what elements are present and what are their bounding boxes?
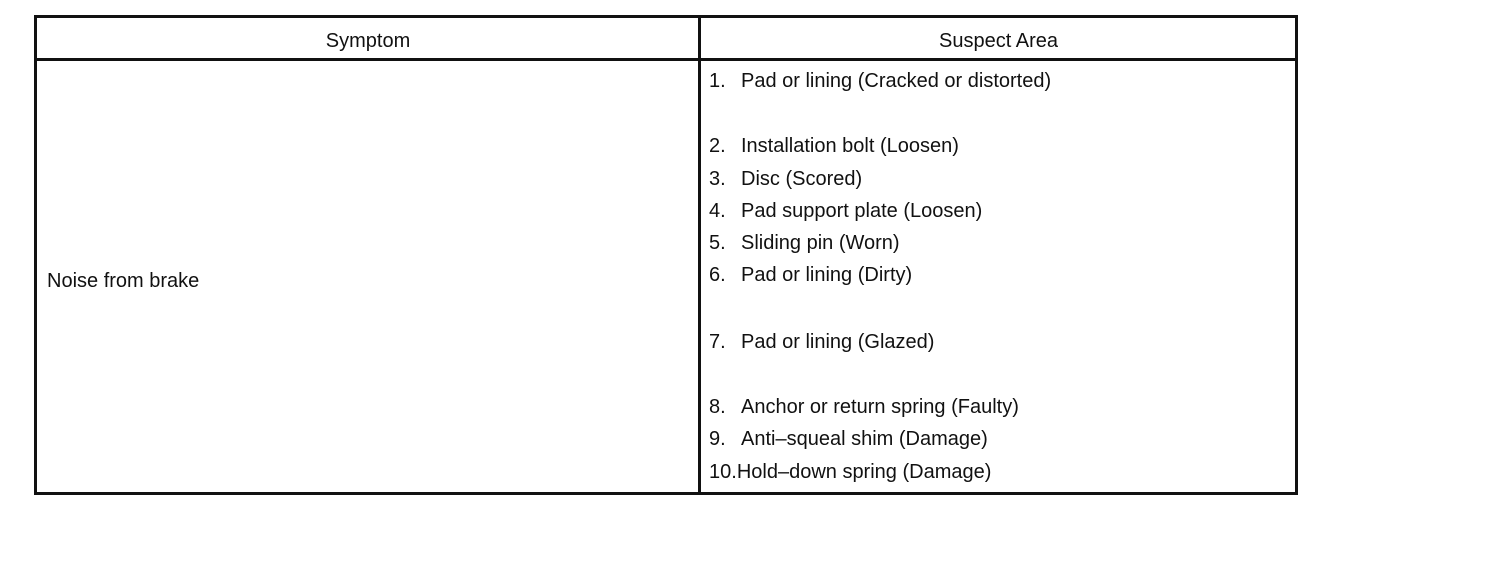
suspect-area-item	[709, 461, 991, 484]
item-number: 5.	[709, 232, 726, 254]
item-number: 10.	[709, 461, 737, 483]
symptom-cell: Noise from brake	[47, 270, 200, 292]
item-text: Anchor or return spring (Faulty)	[741, 396, 1019, 418]
item-number: 2.	[709, 135, 726, 157]
suspect-area-item	[709, 168, 862, 191]
item-number: 1.	[709, 70, 726, 92]
item-number: 8.	[709, 396, 726, 418]
suspect-area-item	[709, 200, 982, 223]
suspect-area-item	[709, 232, 900, 255]
header-suspect-area: Suspect Area	[939, 30, 1058, 52]
item-text: Hold–down spring (Damage)	[736, 461, 992, 483]
suspect-area-item	[709, 264, 912, 287]
suspect-area-item	[709, 331, 934, 354]
item-text: Disc (Scored)	[741, 168, 863, 190]
item-number: 3.	[709, 168, 726, 190]
item-number: 9.	[709, 428, 726, 450]
header-symptom: Symptom	[325, 30, 411, 52]
item-text: Sliding pin (Worn)	[741, 232, 900, 254]
suspect-area-item	[709, 135, 959, 158]
item-text: Installation bolt (Loosen)	[741, 135, 959, 157]
item-number: 7.	[709, 331, 726, 353]
item-text: Pad or lining (Cracked or distorted)	[741, 70, 1052, 92]
column-divider	[698, 18, 701, 492]
suspect-area-item	[709, 396, 1019, 419]
item-text: Pad support plate (Loosen)	[741, 200, 983, 222]
item-number: 4.	[709, 200, 726, 222]
table-header-row	[37, 18, 1295, 61]
symptom-table	[34, 15, 1298, 495]
item-text: Pad or lining (Glazed)	[741, 331, 935, 353]
item-text: Pad or lining (Dirty)	[741, 264, 913, 286]
suspect-area-item	[709, 70, 1051, 93]
item-number: 6.	[709, 264, 726, 286]
item-text: Anti–squeal shim (Damage)	[741, 428, 988, 450]
suspect-area-item	[709, 428, 988, 451]
